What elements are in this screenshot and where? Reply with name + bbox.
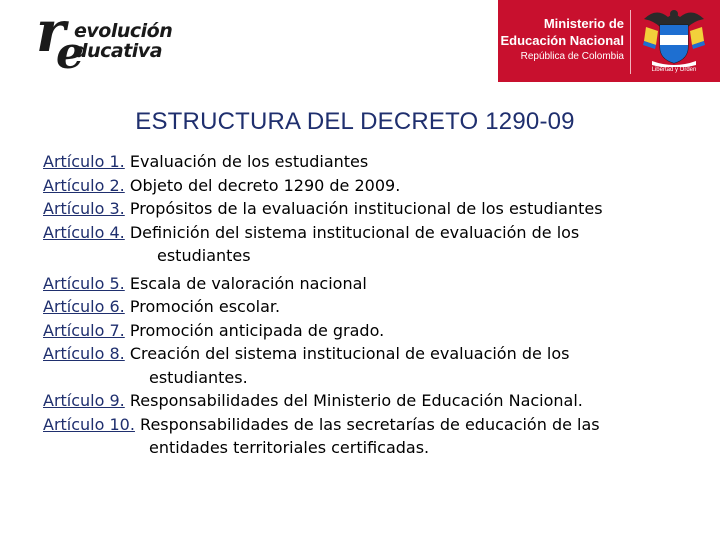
article-label: Artículo 2. — [43, 175, 125, 195]
logo-word-educativa: ducativa — [74, 40, 163, 62]
article-label: Artículo 4. — [43, 222, 125, 242]
article-text: Escala de valoración nacional — [129, 273, 367, 293]
article-item-4 — [43, 221, 715, 268]
article-item-6 — [43, 295, 715, 319]
ministry-line-2: Educación Nacional — [500, 33, 624, 48]
article-item-2 — [43, 174, 715, 198]
article-item-9 — [43, 389, 715, 413]
article-text: Evaluación de los estudiantes — [129, 152, 369, 171]
logo-initial-r: r — [36, 0, 66, 65]
article-text-continuation: entidades territoriales certificadas. — [149, 438, 430, 457]
article-text: Creación del sistema institucional de evaluación de los — [129, 344, 570, 363]
revolucion-educativa-logo — [36, 0, 196, 79]
article-text-continuation: estudiantes — [157, 246, 251, 265]
article-label: Artículo 1. — [43, 152, 125, 171]
article-text: Objeto del decreto 1290 de 2009. — [129, 175, 401, 195]
article-label: Artículo 9. — [43, 391, 125, 410]
coat-of-arms-motto: Libertad y Orden — [651, 67, 697, 73]
page-title: ESTRUCTURA DEL DECRETO 1290-09 — [135, 108, 575, 135]
ministry-banner — [498, 0, 720, 82]
article-label: Artículo 7. — [43, 320, 125, 340]
article-item-5 — [43, 272, 715, 296]
article-label: Artículo 8. — [43, 344, 125, 363]
header — [0, 0, 720, 82]
article-label: Artículo 5. — [43, 273, 125, 293]
article-label: Artículo 6. — [43, 297, 125, 316]
article-text: Propósitos de la evaluación institucional de los estudiantes — [129, 199, 603, 218]
article-label: Artículo 3. — [43, 199, 125, 218]
article-text: Promoción escolar. — [129, 297, 281, 316]
article-text: Definición del sistema institucional de evaluación de los — [129, 222, 580, 242]
article-text: Responsabilidades del Ministerio de Educación Nacional. — [129, 391, 583, 410]
article-item-1 — [43, 150, 715, 174]
article-label: Artículo 10. — [43, 414, 135, 434]
article-item-3 — [43, 197, 715, 221]
ministry-divider — [630, 10, 631, 74]
article-text: Promoción anticipada de grado. — [129, 320, 385, 340]
article-text-continuation: estudiantes. — [149, 367, 248, 387]
logo-initial-e: e — [56, 28, 84, 79]
article-item-7 — [43, 319, 715, 343]
logo-word-revolucion: evolución — [74, 20, 173, 42]
ministry-line-1: Ministerio de — [543, 16, 624, 31]
article-list — [43, 150, 715, 460]
colombia-coat-of-arms-icon — [638, 5, 710, 77]
ministry-line-3: República de Colombia — [520, 51, 624, 62]
article-item-8 — [43, 342, 715, 389]
article-item-10 — [43, 413, 715, 460]
article-text: Responsabilidades de las secretarías de educación de las — [140, 414, 600, 434]
